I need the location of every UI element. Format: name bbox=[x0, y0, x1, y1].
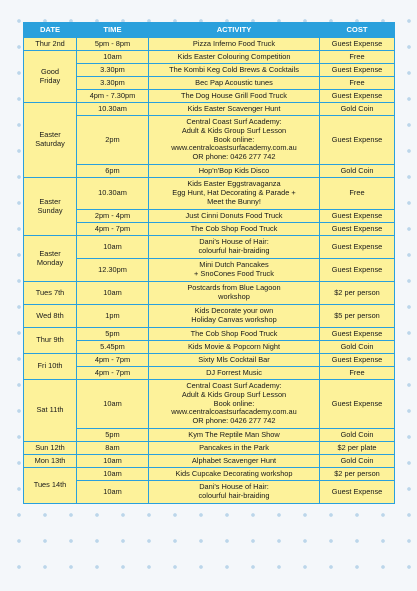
cost-cell: $2 per person bbox=[320, 468, 395, 481]
time-cell: 12.30pm bbox=[77, 259, 149, 282]
time-cell: 5pm bbox=[77, 429, 149, 442]
date-cell: Sun 12th bbox=[24, 442, 77, 455]
table-row bbox=[24, 38, 395, 51]
time-cell: 5.45pm bbox=[77, 341, 149, 354]
table-row bbox=[24, 259, 395, 282]
activity-cell: Kids Easter Scavenger Hunt bbox=[149, 103, 320, 116]
table-row bbox=[24, 236, 395, 259]
table-row bbox=[24, 103, 395, 116]
cost-cell: Gold Coin bbox=[320, 429, 395, 442]
activity-cell: The Kombi Keg Cold Brews & Cocktails bbox=[149, 64, 320, 77]
cost-cell: Guest Expense bbox=[320, 223, 395, 236]
activity-cell: Just Cinni Donuts Food Truck bbox=[149, 210, 320, 223]
cost-cell: Gold Coin bbox=[320, 103, 395, 116]
activity-cell: Kids Movie & Popcorn Night bbox=[149, 341, 320, 354]
activity-cell: Central Coast Surf Academy: Adult & Kids Group Surf Lesson Book online: www.centralcoastsurfacademy.com.au OR phone: 0426 277 742 bbox=[149, 116, 320, 165]
time-cell: 8am bbox=[77, 442, 149, 455]
time-cell: 4pm - 7pm bbox=[77, 367, 149, 380]
activity-cell: Sixty Mls Cocktail Bar bbox=[149, 354, 320, 367]
table-row bbox=[24, 178, 395, 210]
table-row bbox=[24, 380, 395, 429]
activity-cell: Pizza Inferno Food Truck bbox=[149, 38, 320, 51]
cost-cell: Free bbox=[320, 77, 395, 90]
cost-cell: Gold Coin bbox=[320, 455, 395, 468]
date-cell: Good Friday bbox=[24, 51, 77, 103]
cost-cell: Gold Coin bbox=[320, 341, 395, 354]
activity-cell: The Cob Shop Food Truck bbox=[149, 328, 320, 341]
time-cell: 3.30pm bbox=[77, 64, 149, 77]
table-row bbox=[24, 90, 395, 103]
time-cell: 2pm - 4pm bbox=[77, 210, 149, 223]
table-row bbox=[24, 429, 395, 442]
table-row bbox=[24, 210, 395, 223]
activity-cell: Kids Easter Colouring Competition bbox=[149, 51, 320, 64]
date-cell: Tues 14th bbox=[24, 468, 77, 504]
cost-cell: Guest Expense bbox=[320, 259, 395, 282]
date-cell: Wed 8th bbox=[24, 305, 77, 328]
date-cell: Thur 2nd bbox=[24, 38, 77, 51]
cost-cell: Guest Expense bbox=[320, 481, 395, 504]
table-row bbox=[24, 305, 395, 328]
time-cell: 10am bbox=[77, 380, 149, 429]
cost-cell: Gold Coin bbox=[320, 165, 395, 178]
header-row bbox=[24, 23, 395, 38]
schedule-body bbox=[24, 38, 395, 504]
date-cell: Thur 9th bbox=[24, 328, 77, 354]
cost-cell: Free bbox=[320, 178, 395, 210]
activity-cell: The Dog House Grill Food Truck bbox=[149, 90, 320, 103]
activity-cell: Dani's House of Hair: colourful hair-braiding bbox=[149, 236, 320, 259]
time-cell: 10am bbox=[77, 468, 149, 481]
table-row bbox=[24, 341, 395, 354]
time-cell: 3.30pm bbox=[77, 77, 149, 90]
cost-cell: Guest Expense bbox=[320, 116, 395, 165]
cost-cell: Free bbox=[320, 367, 395, 380]
activity-cell: Kym The Reptile Man Show bbox=[149, 429, 320, 442]
activity-cell: Central Coast Surf Academy: Adult & Kids Group Surf Lesson Book online: www.centralcoastsurfacademy.com.au OR phone: 0426 277 742 bbox=[149, 380, 320, 429]
table-row bbox=[24, 116, 395, 165]
header-time: TIME bbox=[77, 23, 149, 38]
date-cell: Sat 11th bbox=[24, 380, 77, 442]
activity-cell: Kids Decorate your own Holiday Canvas workshop bbox=[149, 305, 320, 328]
activity-cell: DJ Forrest Music bbox=[149, 367, 320, 380]
cost-cell: $5 per person bbox=[320, 305, 395, 328]
cost-cell: $2 per person bbox=[320, 282, 395, 305]
time-cell: 10am bbox=[77, 481, 149, 504]
cost-cell: $2 per plate bbox=[320, 442, 395, 455]
activity-cell: Mini Dutch Pancakes + SnoCones Food Truck bbox=[149, 259, 320, 282]
date-cell: Easter Monday bbox=[24, 236, 77, 282]
table-row bbox=[24, 51, 395, 64]
date-cell: Mon 13th bbox=[24, 455, 77, 468]
activity-schedule-table bbox=[23, 22, 395, 504]
cost-cell: Guest Expense bbox=[320, 210, 395, 223]
cost-cell: Guest Expense bbox=[320, 380, 395, 429]
cost-cell: Guest Expense bbox=[320, 354, 395, 367]
time-cell: 4pm - 7.30pm bbox=[77, 90, 149, 103]
table-row bbox=[24, 328, 395, 341]
table-row bbox=[24, 481, 395, 504]
header-activity: ACTIVITY bbox=[149, 23, 320, 38]
time-cell: 10am bbox=[77, 51, 149, 64]
activity-cell: Kids Easter Eggstravaganza Egg Hunt, Hat Decorating & Parade + Meet the Bunny! bbox=[149, 178, 320, 210]
activity-cell: Dani's House of Hair: colourful hair-braiding bbox=[149, 481, 320, 504]
table-row bbox=[24, 468, 395, 481]
date-cell: Fri 10th bbox=[24, 354, 77, 380]
date-cell: Easter Saturday bbox=[24, 103, 77, 178]
table-row bbox=[24, 165, 395, 178]
time-cell: 6pm bbox=[77, 165, 149, 178]
activity-cell: Hop'n'Bop Kids Disco bbox=[149, 165, 320, 178]
time-cell: 1pm bbox=[77, 305, 149, 328]
cost-cell: Guest Expense bbox=[320, 328, 395, 341]
table-row bbox=[24, 442, 395, 455]
date-cell: Easter Sunday bbox=[24, 178, 77, 236]
cost-cell: Guest Expense bbox=[320, 64, 395, 77]
table-row bbox=[24, 77, 395, 90]
table-row bbox=[24, 282, 395, 305]
time-cell: 4pm - 7pm bbox=[77, 223, 149, 236]
activity-cell: The Cob Shop Food Truck bbox=[149, 223, 320, 236]
time-cell: 10.30am bbox=[77, 103, 149, 116]
time-cell: 2pm bbox=[77, 116, 149, 165]
header-cost: COST bbox=[320, 23, 395, 38]
time-cell: 10am bbox=[77, 455, 149, 468]
cost-cell: Free bbox=[320, 51, 395, 64]
time-cell: 10am bbox=[77, 282, 149, 305]
cost-cell: Guest Expense bbox=[320, 236, 395, 259]
header-date: DATE bbox=[24, 23, 77, 38]
cost-cell: Guest Expense bbox=[320, 90, 395, 103]
activity-cell: Postcards from Blue Lagoon workshop bbox=[149, 282, 320, 305]
time-cell: 10.30am bbox=[77, 178, 149, 210]
cost-cell: Guest Expense bbox=[320, 38, 395, 51]
activity-cell: Bec Pap Acoustic tunes bbox=[149, 77, 320, 90]
time-cell: 10am bbox=[77, 236, 149, 259]
schedule-container bbox=[23, 22, 394, 504]
activity-cell: Alphabet Scavenger Hunt bbox=[149, 455, 320, 468]
time-cell: 5pm - 8pm bbox=[77, 38, 149, 51]
activity-cell: Kids Cupcake Decorating workshop bbox=[149, 468, 320, 481]
table-row bbox=[24, 455, 395, 468]
time-cell: 5pm bbox=[77, 328, 149, 341]
activity-cell: Pancakes in the Park bbox=[149, 442, 320, 455]
table-row bbox=[24, 64, 395, 77]
date-cell: Tues 7th bbox=[24, 282, 77, 305]
table-row bbox=[24, 367, 395, 380]
table-row bbox=[24, 354, 395, 367]
time-cell: 4pm - 7pm bbox=[77, 354, 149, 367]
table-row bbox=[24, 223, 395, 236]
